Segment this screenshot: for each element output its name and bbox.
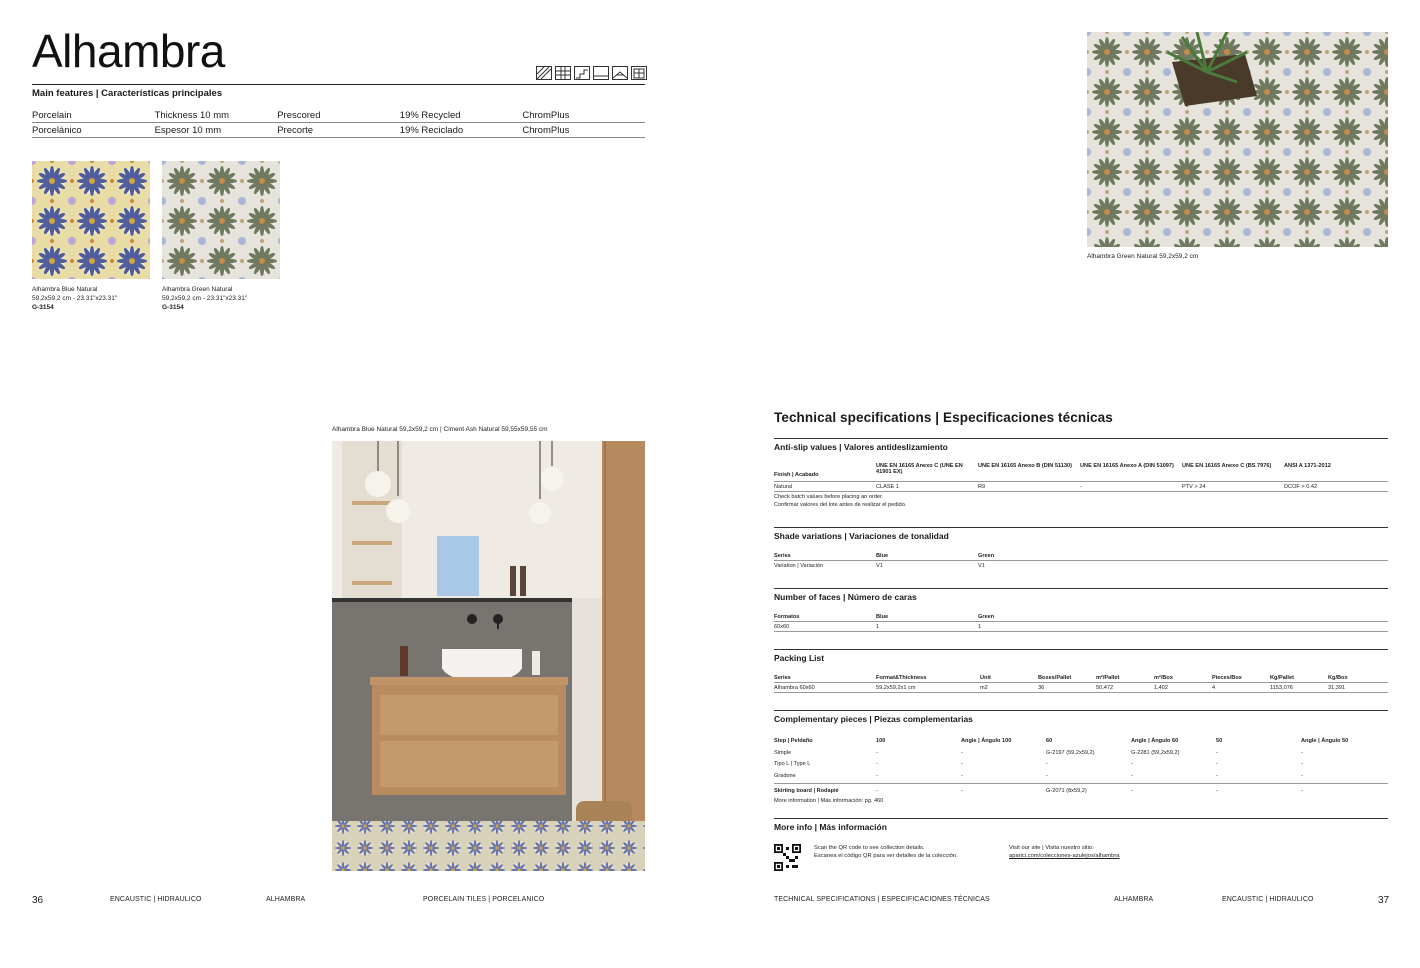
cell: -: [1131, 761, 1133, 767]
col-header: Boxes/Pallet: [1038, 675, 1072, 681]
footer-right-1: TECHNICAL SPECIFICATIONS | ESPECIFICACIONES TÉCNICAS: [774, 896, 990, 903]
packing-row: [774, 685, 1388, 691]
feature-cell: Thickness 10 mm: [154, 109, 230, 121]
cell: -: [961, 761, 963, 767]
cell: Alhambra 60x60: [774, 685, 815, 691]
faces-title: Number of faces | Número de caras: [774, 592, 917, 602]
feature-cell: ChromPlus: [522, 124, 570, 136]
col-header: Formatos: [774, 614, 800, 620]
row-divider: [774, 631, 1388, 632]
qr-code-icon[interactable]: [774, 844, 801, 871]
cell: 4: [1212, 685, 1216, 691]
col-header: UNE EN 16165 Anexo B (DIN 51130): [978, 463, 1072, 469]
shade-header: [774, 553, 1388, 559]
hero-caption: Alhambra Green Natural 59,2x59,2 cm: [1087, 253, 1199, 260]
complementary-title: Complementary pieces | Piezas complementarias: [774, 714, 973, 724]
packing-table: [774, 675, 1388, 695]
col-header: Angle | Ángulo 60: [1131, 738, 1179, 744]
col-header: Series: [774, 675, 791, 681]
footer-right-3: ENCAUSTIC | HIDRAULICO: [1222, 896, 1314, 903]
cell: G-2197 (59,2x59,2): [1046, 749, 1095, 756]
cell: 59,2x59,2x1 cm: [876, 685, 916, 691]
swatch-green[interactable]: [162, 161, 280, 284]
more-info-title: More info | Más información: [774, 822, 887, 832]
swatch-name: Alhambra Green Natural: [162, 286, 233, 293]
faces-row: [774, 624, 1388, 630]
swatch-code: G-3154: [32, 304, 54, 311]
hatched-surface-icon: [536, 66, 552, 80]
hero-tile-illustration: [1087, 32, 1388, 247]
row-divider: [774, 560, 1388, 561]
bathroom-caption: Alhambra Blue Natural 59,2x59,2 cm | Ciment Ash Natural 59,55x59,55 cm: [332, 426, 548, 433]
footer-left-1: ENCAUSTIC | HIDRAULICO: [110, 896, 202, 903]
col-header: UNE EN 16165 Anexo A (DIN 51097): [1080, 463, 1174, 469]
col-header: Blue: [876, 553, 889, 559]
col-header: Unit: [980, 675, 991, 681]
cell: Tipo L | Type L: [774, 761, 811, 767]
main-features-title: Main features | Características principales: [32, 88, 223, 99]
cell: m2: [980, 685, 988, 691]
swatch-blue-caption: [32, 285, 117, 312]
col-header: Green: [978, 614, 995, 620]
col-header: 100: [876, 738, 886, 744]
cell: DCOF > 0.42: [1284, 484, 1318, 490]
feature-cell: Prescored: [277, 109, 321, 121]
cell: -: [961, 772, 963, 779]
col-header: Angle | Ángulo 100: [961, 738, 1012, 744]
col-header: 50: [1216, 738, 1223, 744]
bathroom-photo: [332, 441, 645, 871]
cell: -: [1046, 772, 1048, 779]
feature-cell: 19% Recycled: [399, 109, 461, 121]
col-header: Finish | Acabado: [774, 472, 819, 478]
col-header: Angle | Ángulo 50: [1301, 738, 1349, 744]
shade-title: Shade variations | Variaciones de tonalidad: [774, 531, 949, 541]
cell: -: [1301, 761, 1303, 767]
site-info: [1009, 844, 1120, 860]
section-divider: [774, 710, 1388, 711]
complementary-more-info: More information | Más información: pg. 460: [774, 797, 884, 804]
faces-header: [774, 614, 1388, 620]
feature-cell: Porcelánico: [32, 124, 82, 136]
cell: -: [1131, 788, 1133, 794]
tech-specs-title: Technical specifications | Especificaciones técnicas: [774, 410, 1113, 425]
row-divider: [774, 692, 1388, 693]
cell: G-2071 (8x59,2): [1046, 788, 1087, 794]
footer-left-2: ALHAMBRA: [266, 896, 306, 903]
cell: -: [876, 772, 878, 779]
features-table: [32, 108, 645, 138]
cell: CLASE 1: [876, 484, 900, 490]
features-row-es: [32, 123, 645, 137]
cell: V1: [876, 563, 883, 569]
features-row-en: [32, 108, 645, 122]
cell: 1,402: [1154, 685, 1168, 691]
cell: -: [1046, 761, 1048, 767]
section-divider: [774, 818, 1388, 819]
bathroom-illustration: [332, 441, 645, 871]
shade-table: [774, 553, 1388, 569]
feature-cell: Precorte: [277, 124, 314, 136]
swatch-blue[interactable]: [32, 161, 150, 284]
col-header: Format&Thickness: [876, 675, 927, 681]
cell: Natural: [774, 484, 793, 490]
packing-header: [774, 675, 1388, 681]
cell: R9: [978, 484, 986, 490]
cell: -: [961, 788, 963, 794]
section-divider: [774, 649, 1388, 650]
facade-icon: [631, 66, 647, 80]
hero-photo: [1087, 32, 1388, 247]
faces-table: [774, 614, 1388, 634]
row-divider: [774, 682, 1388, 683]
complementary-header: [774, 736, 1388, 748]
section-divider: [774, 438, 1388, 439]
cell: -: [961, 749, 963, 756]
col-header: Kg/Box: [1328, 675, 1348, 681]
feature-cell: Porcelain: [32, 109, 72, 121]
col-header: Green: [978, 553, 995, 559]
swatch-name: Alhambra Blue Natural: [32, 286, 98, 293]
complementary-row: [774, 771, 1388, 783]
feature-cell: 19% Reciclado: [399, 124, 464, 136]
col-header: UNE EN 16165 Anexo C (BS 7976): [1182, 463, 1272, 469]
row-divider: [774, 621, 1388, 622]
skirting-row: [774, 786, 1388, 798]
swatch-green-image: [162, 161, 280, 279]
cell: -: [876, 749, 878, 756]
features-divider: [32, 137, 645, 138]
cell: G-2281 (59,2x59,2): [1131, 749, 1180, 756]
cell: Simple: [774, 749, 792, 756]
cell: Skirting board | Rodapié: [774, 788, 839, 794]
antislip-note-es: Confirmar valores del lote antes de realizar el pedido.: [774, 501, 907, 508]
visit-label: Visit our site | Visita nuestro sitio:: [1009, 845, 1094, 851]
cell: 50,472: [1096, 685, 1114, 691]
col-header: Blue: [876, 614, 889, 620]
feature-cell: Espesor 10 mm: [154, 124, 222, 136]
outdoor-floor-icon: [612, 66, 628, 80]
qr-text-es: Escanea el código QR para ver detalles de la colección.: [814, 853, 958, 859]
swatch-green-caption: [162, 285, 247, 312]
col-header: Pieces/Box: [1212, 675, 1242, 681]
cell: V1: [978, 563, 985, 569]
swatch-size: 59,2x59,2 cm - 23.31"x23.31": [32, 295, 118, 302]
qr-text-en: Scan the QR code to see collection details.: [814, 845, 925, 851]
cell: PTV > 24: [1182, 484, 1206, 490]
antislip-title: Anti-slip values | Valores antideslizamiento: [774, 442, 948, 452]
swatch-blue-image: [32, 161, 150, 279]
cell: 60x60: [774, 624, 790, 630]
floor-icon: [593, 66, 609, 80]
swatch-size: 59,2x59,2 cm - 23.31"x23.31": [162, 295, 248, 302]
qr-instructions: [814, 844, 958, 860]
col-header: 60: [1046, 738, 1053, 744]
cell: 1153,076: [1270, 685, 1293, 691]
page-number-right: 37: [1378, 895, 1390, 906]
stairs-icon: [574, 66, 590, 80]
row-divider: [774, 481, 1388, 482]
col-header: m²/Box: [1154, 675, 1173, 681]
antislip-table: [774, 463, 1388, 509]
packing-title: Packing List: [774, 653, 825, 663]
col-header: Step | Peldaño: [774, 738, 813, 744]
col-header: Series: [774, 553, 791, 559]
section-divider: [774, 588, 1388, 589]
cell: 31,391: [1328, 685, 1346, 691]
antislip-header: [774, 463, 1388, 480]
footer-left-3: PORCELAIN TILES | PORCELANICO: [423, 896, 545, 903]
footer-right-2: ALHAMBRA: [1114, 896, 1154, 903]
grid-tiles-icon: [555, 66, 571, 80]
cell: -: [1301, 788, 1303, 794]
cell: 36: [1038, 685, 1045, 691]
collection-title: Alhambra: [32, 25, 225, 77]
cell: 1: [876, 624, 880, 630]
col-header: m²/Pallet: [1096, 675, 1120, 681]
col-header: Kg/Pallet: [1270, 675, 1294, 681]
cell: -: [1301, 749, 1303, 756]
cell: -: [876, 788, 878, 794]
col-header: ANSI A 1371-2012: [1284, 463, 1331, 469]
complementary-table: [774, 736, 1388, 805]
cell: -: [1216, 749, 1218, 756]
cell: -: [1216, 761, 1218, 767]
shade-row: [774, 563, 1388, 569]
collection-url-link[interactable]: aparici.com/colecciones-azulejos/alhambra: [1009, 853, 1120, 859]
cell: Gradone: [774, 772, 796, 779]
col-header: UNE EN 16165 Anexo C (UNE EN 41901 EX): [876, 463, 963, 475]
page-number-left: 36: [32, 895, 44, 906]
feature-cell: ChromPlus: [522, 109, 570, 121]
title-divider: [32, 84, 645, 85]
cell: -: [876, 761, 878, 767]
usage-icons: [536, 66, 647, 80]
row-divider: [774, 491, 1388, 492]
cell: -: [1301, 772, 1303, 779]
complementary-row: [774, 748, 1388, 760]
swatch-code: G-3154: [162, 304, 184, 311]
antislip-note-en: Check batch values before placing an order.: [774, 494, 884, 500]
cell: 1: [978, 624, 982, 630]
section-divider: [774, 527, 1388, 528]
antislip-row: [774, 484, 1388, 490]
cell: -: [1216, 788, 1218, 794]
cell: Variation | Variación: [774, 563, 824, 569]
cell: -: [1216, 772, 1218, 779]
cell: -: [1131, 772, 1133, 779]
row-divider: [774, 783, 1388, 784]
cell: -: [1080, 484, 1082, 490]
complementary-row: [774, 759, 1388, 771]
